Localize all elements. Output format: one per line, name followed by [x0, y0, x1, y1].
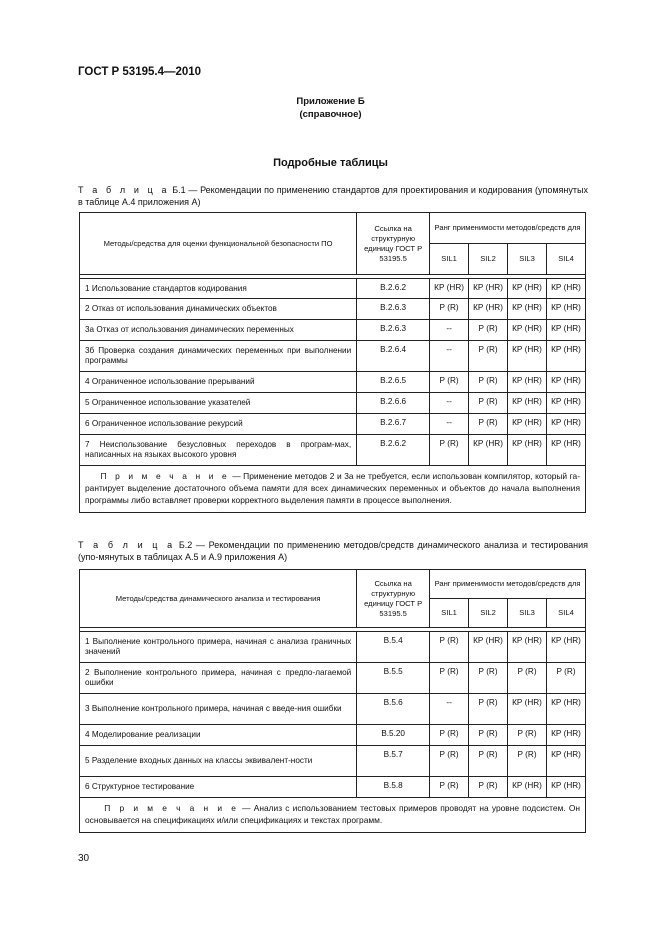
table1-header-sil1: SIL1: [430, 244, 469, 275]
table1-header-methods: Методы/средства для оценки функциональной безопасности ПО: [80, 213, 357, 275]
sil2-value: КР (HR): [469, 299, 508, 320]
table2-header-sil1: SIL1: [430, 599, 469, 628]
sil4-value: КР (HR): [546, 725, 585, 746]
table2-row: [80, 777, 586, 798]
sil2-value: Р (R): [469, 372, 508, 393]
method-name: 3 Выполнение контрольного примера, начиная с введе-ния ошибки: [80, 694, 357, 725]
method-name: 2 Выполнение контрольного примера, начиная с предпо-лагаемой ошибки: [80, 663, 357, 694]
sil3-value: КР (HR): [508, 299, 547, 320]
table2-header-methods: Методы/средства динамического анализа и тестирования: [80, 570, 357, 628]
table2-row: [80, 746, 586, 777]
sil1-value: Р (R): [430, 777, 469, 798]
table2-note-row: [80, 798, 586, 833]
sil1-value: --: [430, 320, 469, 341]
table2-row: [80, 632, 586, 663]
method-name: 4 Ограниченное использование прерываний: [80, 372, 357, 393]
table1-header-sil2: SIL2: [469, 244, 508, 275]
table2-note: [80, 798, 586, 833]
standard-number: ГОСТ Р 53195.4—2010: [78, 66, 202, 78]
sil1-value: Р (R): [430, 435, 469, 466]
sil4-value: КР (HR): [547, 414, 586, 435]
reference: В.2.6.6: [357, 393, 430, 414]
sil3-value: Р (R): [508, 725, 547, 746]
table2-header-sil4: SIL4: [546, 599, 585, 628]
reference: В.5.5: [357, 663, 430, 694]
sil2-value: КР (HR): [469, 435, 508, 466]
table1-note-label: П р и м е ч а н и е: [100, 471, 230, 481]
reference: В.2.6.2: [357, 435, 430, 466]
sil2-value: Р (R): [469, 777, 508, 798]
sil3-value: КР (HR): [508, 435, 547, 466]
sil4-value: КР (HR): [546, 777, 585, 798]
table1-note: [80, 466, 586, 513]
method-name: 6 Ограниченное использование рекурсий: [80, 414, 357, 435]
table2-header-ref: Ссылка на структурную единицу ГОСТ Р 53195.5: [357, 570, 430, 628]
table1: [79, 212, 586, 513]
sil1-value: --: [430, 694, 469, 725]
sil2-value: КР (HR): [469, 279, 508, 299]
section-title: Подробные таблицы: [273, 157, 388, 169]
table2-header-rank: Ранг применимости методов/средств для: [430, 570, 586, 599]
annex-title: Приложение Б: [296, 96, 365, 107]
sil3-value: КР (HR): [508, 393, 547, 414]
reference: В.5.7: [357, 746, 430, 777]
sil3-value: КР (HR): [508, 414, 547, 435]
reference: В.2.6.7: [357, 414, 430, 435]
sil2-value: Р (R): [469, 694, 508, 725]
table2-header-sil3: SIL3: [508, 599, 547, 628]
table1-row: [80, 372, 586, 393]
sil3-value: КР (HR): [508, 372, 547, 393]
sil2-value: Р (R): [469, 663, 508, 694]
table2-note-text: — Анализ с использованием тестовых примеров проводят на уровне подсистем. Он основывается на спецификациях и/или спецификациях и текстах программ.: [85, 803, 581, 825]
reference: В.5.8: [357, 777, 430, 798]
method-name: 6 Структурное тестирование: [80, 777, 357, 798]
sil4-value: КР (HR): [546, 694, 585, 725]
reference: В.2.6.4: [357, 341, 430, 372]
annex-subtitle: (справочное): [299, 109, 362, 120]
table1-row: [80, 279, 586, 299]
sil1-value: Р (R): [430, 663, 469, 694]
method-name: 1 Использование стандартов кодирования: [80, 279, 357, 299]
sil4-value: КР (HR): [547, 435, 586, 466]
sil1-value: --: [430, 341, 469, 372]
table1-row: [80, 341, 586, 372]
sil4-value: Р (R): [546, 663, 585, 694]
table2-row: [80, 694, 586, 725]
sil3-value: КР (HR): [508, 341, 547, 372]
method-name: 2 Отказ от использования динамических объектов: [80, 299, 357, 320]
table1-row: [80, 320, 586, 341]
sil3-value: Р (R): [508, 663, 547, 694]
table2-caption-label: Т а б л и ц а: [78, 540, 176, 550]
annex-heading: [0, 95, 661, 121]
reference: В.2.6.3: [357, 320, 430, 341]
sil3-value: Р (R): [508, 746, 547, 777]
table2-row: [80, 663, 586, 694]
sil3-value: КР (HR): [508, 279, 547, 299]
table2-note-label: П р и м е ч а н и е: [104, 803, 239, 813]
sil2-value: Р (R): [469, 341, 508, 372]
table2-caption-text: Б.2 — Рекомендации по применению методов/средств динамического анализа и тестирования (упо-мянутых в таблицах А.5 и А.9 приложения А): [78, 540, 589, 562]
sil3-value: КР (HR): [508, 632, 547, 663]
sil1-value: Р (R): [430, 299, 469, 320]
table2-header-sil2: SIL2: [469, 599, 508, 628]
table1-row: [80, 414, 586, 435]
method-name: 1 Выполнение контрольного примера, начиная с анализа граничных значений: [80, 632, 357, 663]
sil1-value: Р (R): [430, 372, 469, 393]
sil2-value: Р (R): [469, 414, 508, 435]
table2: [79, 569, 586, 833]
sil4-value: КР (HR): [547, 341, 586, 372]
sil1-value: КР (HR): [430, 279, 469, 299]
method-name: 5 Разделение входных данных на классы эквивалент-ности: [80, 746, 357, 777]
sil2-value: Р (R): [469, 725, 508, 746]
reference: В.2.6.5: [357, 372, 430, 393]
reference: В.5.6: [357, 694, 430, 725]
table1-header-rank: Ранг применимости методов/средств для: [430, 213, 586, 244]
table1-header-sil4: SIL4: [547, 244, 586, 275]
sil4-value: КР (HR): [547, 372, 586, 393]
table1-caption: [78, 184, 588, 208]
reference: В.2.6.2: [357, 279, 430, 299]
sil1-value: --: [430, 414, 469, 435]
sil4-value: КР (HR): [547, 299, 586, 320]
method-name: 5 Ограниченное использование указателей: [80, 393, 357, 414]
sil2-value: Р (R): [469, 746, 508, 777]
table1-note-text: — Применение методов 2 и 3а не требуется, если использован компилятор, который га-рантирует выделение достаточного объема памяти для всех динамических переменных и объектов до начала выполнения программы либо вставляет проверки корректного выделения памяти в процессе выполнения.: [85, 471, 580, 505]
sil3-value: КР (HR): [508, 320, 547, 341]
table1-caption-text: Б.1 — Рекомендации по применению стандартов для проектирования и кодирования (упомянутых в таблице А.4 приложения А): [78, 185, 588, 207]
sil2-value: КР (HR): [469, 632, 508, 663]
reference: В.5.4: [357, 632, 430, 663]
table1-note-row: [80, 466, 586, 513]
sil4-value: КР (HR): [546, 632, 585, 663]
method-name: 3а Отказ от использования динамических переменных: [80, 320, 357, 341]
sil3-value: КР (HR): [508, 777, 547, 798]
method-name: 4 Моделирование реализации: [80, 725, 357, 746]
sil2-value: Р (R): [469, 393, 508, 414]
table2-row: [80, 725, 586, 746]
sil4-value: КР (HR): [547, 320, 586, 341]
table1-header-ref: Ссылка на структурную единицу ГОСТ Р 53195.5: [357, 213, 430, 275]
sil4-value: КР (HR): [546, 746, 585, 777]
reference: В.5.20: [357, 725, 430, 746]
sil1-value: Р (R): [430, 725, 469, 746]
sil1-value: Р (R): [430, 632, 469, 663]
table1-caption-label: Т а б л и ц а: [78, 185, 170, 195]
table1-row: [80, 393, 586, 414]
sil4-value: КР (HR): [547, 279, 586, 299]
sil1-value: Р (R): [430, 746, 469, 777]
sil3-value: КР (HR): [508, 694, 547, 725]
table1-row: [80, 435, 586, 466]
table1-row: [80, 299, 586, 320]
sil4-value: КР (HR): [547, 393, 586, 414]
table2-caption: [78, 539, 588, 563]
reference: В.2.6.3: [357, 299, 430, 320]
page-number: 30: [78, 853, 90, 864]
method-name: 7 Неиспользование безусловных переходов в програм-мах, написанных на языках высокого уровня: [80, 435, 357, 466]
sil1-value: --: [430, 393, 469, 414]
method-name: 3б Проверка создания динамических переменных при выполнении программы: [80, 341, 357, 372]
sil2-value: Р (R): [469, 320, 508, 341]
table1-header-sil3: SIL3: [508, 244, 547, 275]
